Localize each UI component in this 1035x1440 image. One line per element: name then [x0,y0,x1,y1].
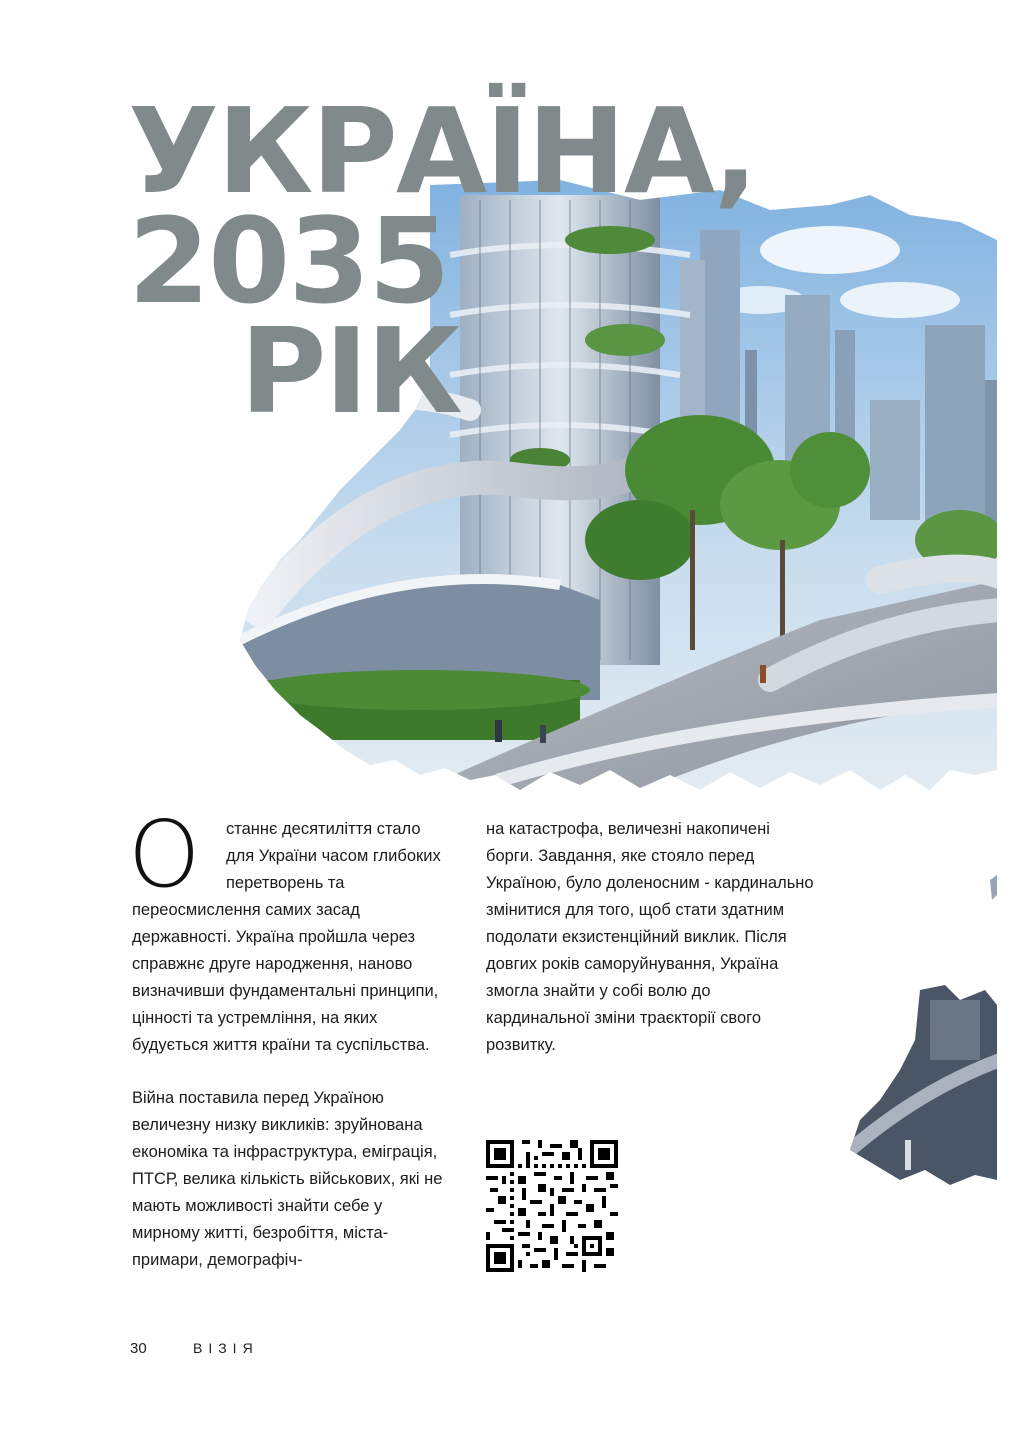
page-number: 30 [130,1340,147,1357]
headline-line-2: 2035 [128,192,449,330]
article-paragraph-2-continued: на катастрофа, величезні накопичені борги. Завдання, яке стояло перед Україною, було доленосним - кардинально змінитися для того, щоб стати здатним подолати екзистенційний виклик. Після довгих років саморуйнування, Україна змогла знайти у собі волю до кардинальної зміни траєкторії свого розвитку. [486,820,814,1054]
article-paragraph-2: Війна поставила перед Україною величезну низку викликів: зруйнована економіка та інфраструктура, еміграція, ПТСР, велика кількість військових, які не мають можливості знайти себе у мирному житті, безробіття, міста-примари, демографіч- [132,1089,443,1269]
dropcap: О [128,801,201,908]
qr-code-icon[interactable] [486,1140,618,1272]
headline-line-1: УКРАЇНА, [128,82,757,220]
headline [128,82,828,440]
magazine-name: ВІЗІЯ [193,1340,259,1356]
article-paragraph-1-text: станнє десятиліття стало для України часом глибоких перетворень та переосмислення самих засад державності. Україна пройшла через справжнє друге народження, наново визначивши фундаментальні принципи, цінності та устремління, на яких будується життя країни та суспільства. [132,820,441,1054]
article-column-left [128,801,447,1274]
article-column-right [486,816,814,1059]
article-paragraph-1 [128,801,447,1059]
headline-line-3: РІК [240,302,461,440]
